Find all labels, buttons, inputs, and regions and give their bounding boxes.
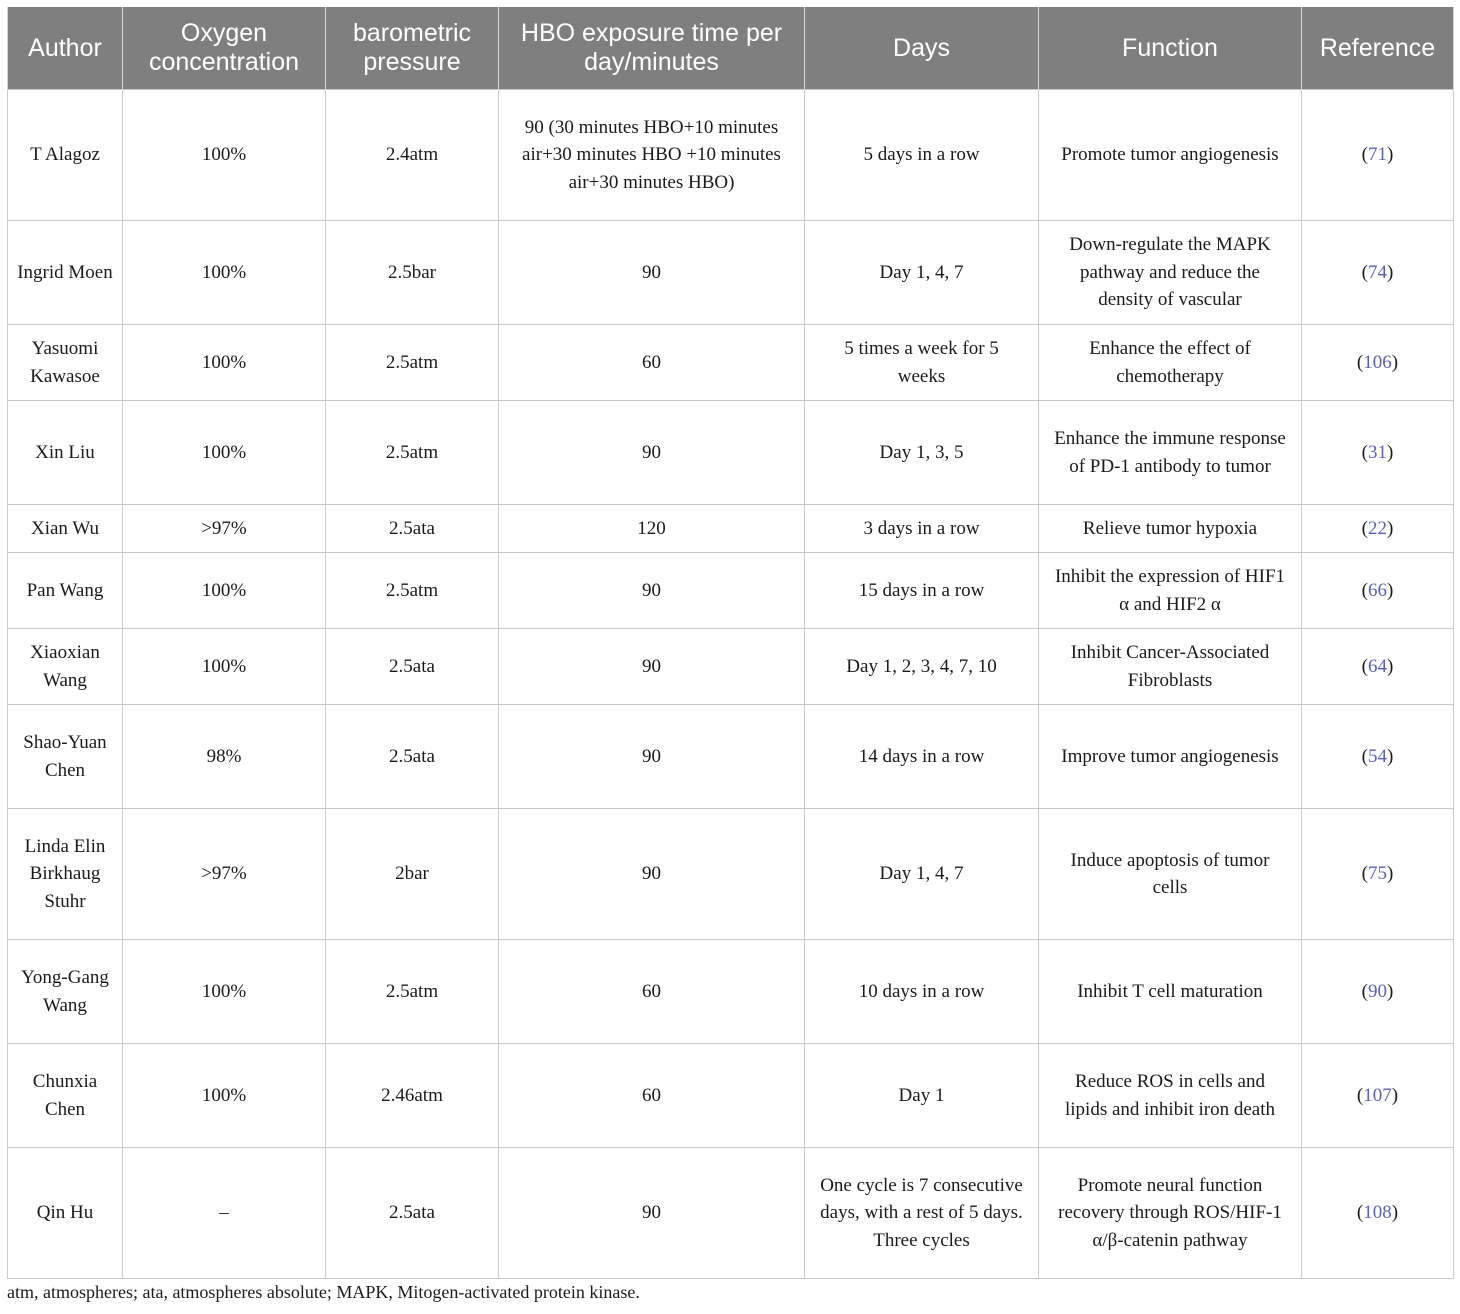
exposure-time-cell: 90 xyxy=(499,1148,805,1279)
oxygen-cell: 100% xyxy=(123,1044,326,1148)
days-cell: Day 1, 2, 3, 4, 7, 10 xyxy=(805,629,1039,705)
function-cell: Inhibit T cell maturation xyxy=(1039,940,1302,1044)
table-header xyxy=(8,7,1454,90)
function-cell: Reduce ROS in cells and lipids and inhibit iron death xyxy=(1039,1044,1302,1148)
function-cell: Improve tumor angiogenesis xyxy=(1039,705,1302,809)
reference-link[interactable]: 106 xyxy=(1363,351,1392,373)
oxygen-cell: 100% xyxy=(123,90,326,221)
function-cell: Induce apoptosis of tumor cells xyxy=(1039,809,1302,940)
exposure-time-cell: 90 xyxy=(499,809,805,940)
reference-link[interactable]: 31 xyxy=(1368,441,1387,463)
days-cell: One cycle is 7 consecutive days, with a rest of 5 days. Three cycles xyxy=(805,1148,1039,1279)
exposure-time-cell: 60 xyxy=(499,940,805,1044)
oxygen-cell: >97% xyxy=(123,809,326,940)
reference-link[interactable]: 74 xyxy=(1368,261,1387,283)
function-cell: Down-regulate the MAPK pathway and reduce the density of vascular xyxy=(1039,221,1302,325)
hbo-protocol-table xyxy=(7,7,1454,1279)
author-cell: Yasuomi Kawasoe xyxy=(8,325,123,401)
reference-link[interactable]: 75 xyxy=(1368,863,1387,885)
reference-cell: (54) xyxy=(1302,705,1454,809)
days-cell: 5 days in a row xyxy=(805,90,1039,221)
oxygen-cell: 100% xyxy=(123,401,326,505)
table-row xyxy=(8,1148,1454,1279)
pressure-cell: 2.5ata xyxy=(326,629,499,705)
table-row xyxy=(8,940,1454,1044)
exposure-time-cell: 90 xyxy=(499,401,805,505)
header-barometric-pressure: barometric pressure xyxy=(326,7,499,90)
pressure-cell: 2.4atm xyxy=(326,90,499,221)
exposure-time-cell: 120 xyxy=(499,505,805,553)
oxygen-cell: 98% xyxy=(123,705,326,809)
author-cell: Qin Hu xyxy=(8,1148,123,1279)
table-row xyxy=(8,809,1454,940)
reference-cell: (75) xyxy=(1302,809,1454,940)
author-cell: Chunxia Chen xyxy=(8,1044,123,1148)
table-container xyxy=(7,7,1453,1279)
days-cell: Day 1, 3, 5 xyxy=(805,401,1039,505)
header-reference: Reference xyxy=(1302,7,1454,90)
reference-cell: (31) xyxy=(1302,401,1454,505)
exposure-time-cell: 90 xyxy=(499,705,805,809)
header-function: Function xyxy=(1039,7,1302,90)
table-row xyxy=(8,705,1454,809)
oxygen-cell: 100% xyxy=(123,221,326,325)
reference-cell: (64) xyxy=(1302,629,1454,705)
author-cell: Ingrid Moen xyxy=(8,221,123,325)
table-row xyxy=(8,401,1454,505)
reference-link[interactable]: 22 xyxy=(1368,517,1387,539)
days-cell: 14 days in a row xyxy=(805,705,1039,809)
reference-link[interactable]: 64 xyxy=(1368,655,1387,677)
header-days: Days xyxy=(805,7,1039,90)
function-cell: Inhibit the expression of HIF1 α and HIF2 α xyxy=(1039,553,1302,629)
exposure-time-cell: 60 xyxy=(499,325,805,401)
oxygen-cell: – xyxy=(123,1148,326,1279)
reference-cell: (90) xyxy=(1302,940,1454,1044)
pressure-cell: 2.5ata xyxy=(326,1148,499,1279)
table-row xyxy=(8,325,1454,401)
author-cell: Shao-Yuan Chen xyxy=(8,705,123,809)
reference-cell: (106) xyxy=(1302,325,1454,401)
days-cell: 15 days in a row xyxy=(805,553,1039,629)
reference-link[interactable]: 54 xyxy=(1368,745,1387,767)
reference-link[interactable]: 71 xyxy=(1368,144,1387,166)
reference-cell: (108) xyxy=(1302,1148,1454,1279)
days-cell: Day 1 xyxy=(805,1044,1039,1148)
author-cell: Yong-Gang Wang xyxy=(8,940,123,1044)
table-row xyxy=(8,90,1454,221)
exposure-time-cell: 90 xyxy=(499,553,805,629)
reference-cell: (66) xyxy=(1302,553,1454,629)
reference-link[interactable]: 66 xyxy=(1368,579,1387,601)
table-row xyxy=(8,629,1454,705)
days-cell: Day 1, 4, 7 xyxy=(805,221,1039,325)
table-footnote: atm, atmospheres; ata, atmospheres absolute; MAPK, Mitogen-activated protein kinase. xyxy=(7,1282,640,1302)
table-row xyxy=(8,1044,1454,1148)
pressure-cell: 2.5atm xyxy=(326,325,499,401)
exposure-time-cell: 60 xyxy=(499,1044,805,1148)
pressure-cell: 2.5ata xyxy=(326,505,499,553)
exposure-time-cell: 90 xyxy=(499,629,805,705)
days-cell: 5 times a week for 5 weeks xyxy=(805,325,1039,401)
days-cell: 3 days in a row xyxy=(805,505,1039,553)
function-cell: Enhance the effect of chemotherapy xyxy=(1039,325,1302,401)
author-cell: Xiaoxian Wang xyxy=(8,629,123,705)
author-cell: Xin Liu xyxy=(8,401,123,505)
pressure-cell: 2.5bar xyxy=(326,221,499,325)
oxygen-cell: 100% xyxy=(123,629,326,705)
header-oxygen-concentration: Oxygen concentration xyxy=(123,7,326,90)
exposure-time-cell: 90 (30 minutes HBO+10 minutes air+30 minutes HBO +10 minutes air+30 minutes HBO) xyxy=(499,90,805,221)
function-cell: Promote tumor angiogenesis xyxy=(1039,90,1302,221)
author-cell: Xian Wu xyxy=(8,505,123,553)
reference-link[interactable]: 90 xyxy=(1368,980,1387,1002)
header-exposure-time: HBO exposure time per day/minutes xyxy=(499,7,805,90)
function-cell: Promote neural function recovery through ROS/HIF-1 α/β-catenin pathway xyxy=(1039,1148,1302,1279)
function-cell: Relieve tumor hypoxia xyxy=(1039,505,1302,553)
header-author: Author xyxy=(8,7,123,90)
reference-link[interactable]: 107 xyxy=(1363,1084,1392,1106)
table-row xyxy=(8,553,1454,629)
table-row xyxy=(8,505,1454,553)
oxygen-cell: 100% xyxy=(123,940,326,1044)
oxygen-cell: >97% xyxy=(123,505,326,553)
reference-link[interactable]: 108 xyxy=(1363,1202,1392,1224)
reference-cell: (107) xyxy=(1302,1044,1454,1148)
table-body xyxy=(8,90,1454,1279)
function-cell: Inhibit Cancer-Associated Fibroblasts xyxy=(1039,629,1302,705)
author-cell: Linda Elin Birkhaug Stuhr xyxy=(8,809,123,940)
reference-cell: (71) xyxy=(1302,90,1454,221)
pressure-cell: 2.5ata xyxy=(326,705,499,809)
days-cell: 10 days in a row xyxy=(805,940,1039,1044)
pressure-cell: 2.5atm xyxy=(326,553,499,629)
pressure-cell: 2.5atm xyxy=(326,940,499,1044)
function-cell: Enhance the immune response of PD-1 antibody to tumor xyxy=(1039,401,1302,505)
pressure-cell: 2bar xyxy=(326,809,499,940)
oxygen-cell: 100% xyxy=(123,325,326,401)
pressure-cell: 2.46atm xyxy=(326,1044,499,1148)
exposure-time-cell: 90 xyxy=(499,221,805,325)
author-cell: T Alagoz xyxy=(8,90,123,221)
header-row xyxy=(8,7,1454,90)
reference-cell: (74) xyxy=(1302,221,1454,325)
reference-cell: (22) xyxy=(1302,505,1454,553)
oxygen-cell: 100% xyxy=(123,553,326,629)
table-row xyxy=(8,221,1454,325)
pressure-cell: 2.5atm xyxy=(326,401,499,505)
author-cell: Pan Wang xyxy=(8,553,123,629)
days-cell: Day 1, 4, 7 xyxy=(805,809,1039,940)
